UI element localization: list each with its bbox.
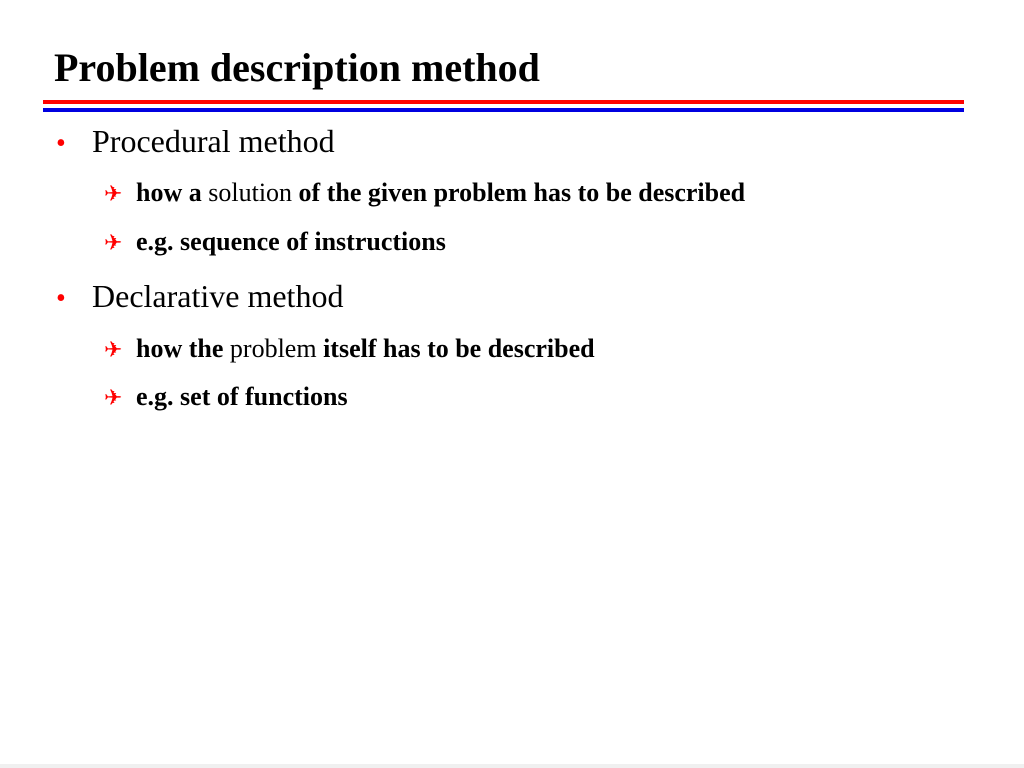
title-rule-blue	[43, 108, 964, 112]
airplane-icon: ✈	[104, 231, 123, 256]
bullet-label: Procedural method	[92, 123, 335, 159]
bullet-dot-icon: •	[56, 283, 66, 314]
bottom-strip	[0, 764, 1024, 768]
title-rule-red	[43, 100, 964, 104]
airplane-icon: ✈	[104, 338, 123, 363]
bullet-item-procedural	[56, 122, 335, 161]
airplane-icon: ✈	[104, 182, 123, 207]
bullet-dot-icon: •	[56, 128, 66, 159]
sub-bullet-item: ✈ how a solution of the given problem has to be described	[104, 178, 746, 207]
sub-bullet-item: ✈ e.g. set of functions	[104, 382, 348, 411]
bullet-label: Declarative method	[92, 278, 344, 314]
sub-bullet-item: ✈ how the problem itself has to be described	[104, 334, 595, 363]
slide-title: Problem description method	[54, 45, 540, 90]
sub-bullet-item: ✈ e.g. sequence of instructions	[104, 227, 446, 256]
bullet-item-declarative	[56, 277, 343, 316]
airplane-icon: ✈	[104, 386, 123, 411]
